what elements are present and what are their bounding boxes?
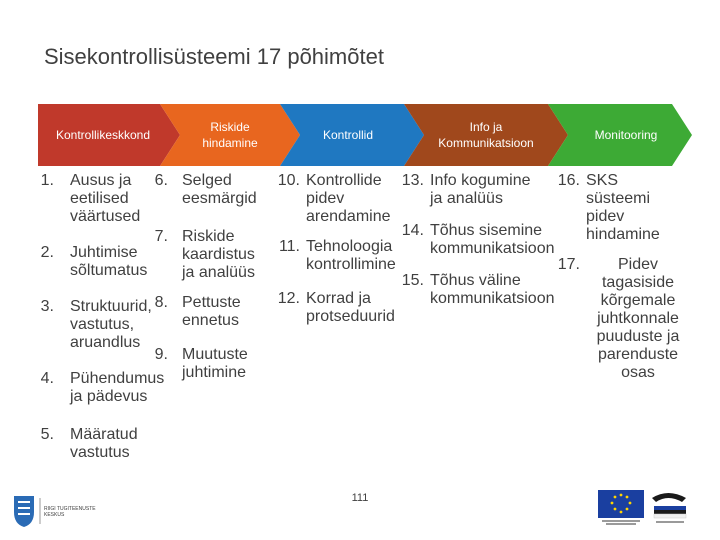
principle-8 bbox=[150, 294, 270, 330]
principle-text: Pettuste ennetus bbox=[182, 294, 241, 329]
principle-10 bbox=[276, 172, 400, 226]
principle-text: Korrad ja protseduurid bbox=[306, 290, 395, 325]
principle-5 bbox=[36, 426, 160, 462]
principle-text: SKS süsteemi pidev hindamine bbox=[586, 172, 660, 243]
principle-17 bbox=[554, 256, 704, 382]
principle-6 bbox=[150, 172, 270, 208]
stage-label-3: Kontrollid bbox=[322, 128, 374, 142]
stage-label-2: Riskide hindamine bbox=[202, 120, 258, 150]
principle-text: Tõhus väline kommunikatsioon bbox=[430, 272, 555, 307]
stage-label-5: Monitooring bbox=[594, 128, 658, 142]
principle-number: 10. bbox=[277, 172, 300, 189]
page-title: Sisekontrollisüsteemi 17 põhimõtet bbox=[44, 44, 384, 69]
principle-14 bbox=[400, 222, 555, 258]
principle-number: 17. bbox=[557, 256, 580, 273]
principle-text: Tõhus sisemine kommunikatsioon bbox=[430, 222, 555, 257]
principle-text: Määratud vastutus bbox=[70, 426, 138, 461]
principle-text: Muutuste juhtimine bbox=[182, 346, 248, 381]
principle-number: 9. bbox=[154, 346, 168, 363]
principle-number: 13. bbox=[401, 172, 424, 189]
principle-number: 16. bbox=[557, 172, 580, 189]
principle-text: Kontrollide pidev arendamine bbox=[306, 172, 391, 225]
principle-number: 8. bbox=[154, 294, 168, 311]
principle-text: Selged eesmärgid bbox=[182, 172, 257, 207]
funding-logos bbox=[596, 488, 696, 533]
principle-3 bbox=[36, 298, 160, 352]
swallow-logo-icon bbox=[652, 493, 686, 523]
principle-text: Pidev tagasiside kõrgemale juhtkonnale puuduste ja parenduste osas bbox=[596, 256, 680, 381]
principle-number: 7. bbox=[154, 228, 168, 245]
agency-logo bbox=[10, 494, 110, 533]
principle-7 bbox=[150, 228, 270, 282]
principle-9 bbox=[150, 346, 270, 382]
principle-number: 11. bbox=[278, 238, 300, 255]
page-number: 111 bbox=[351, 492, 369, 504]
principle-16 bbox=[554, 172, 704, 244]
agency-name: RIIGI TUGITEENUSTE KESKUS bbox=[44, 506, 96, 518]
principle-text: Pühendumus ja pädevus bbox=[70, 370, 165, 405]
principle-2 bbox=[36, 244, 160, 280]
principle-number: 4. bbox=[40, 370, 54, 387]
principle-text: Tehnoloogia kontrollimine bbox=[306, 238, 396, 273]
principle-number: 3. bbox=[40, 298, 54, 315]
principle-text: Struktuurid, vastutus, aruandlus bbox=[70, 298, 152, 351]
principle-number: 1. bbox=[40, 172, 54, 189]
principle-number: 2. bbox=[40, 244, 54, 261]
eu-flag-icon bbox=[598, 490, 644, 525]
principle-number: 5. bbox=[40, 426, 54, 443]
principle-number: 14. bbox=[401, 222, 424, 239]
principle-number: 6. bbox=[154, 172, 168, 189]
stage-label-1: Kontrollikeskkond bbox=[55, 128, 151, 142]
stage-label-4: Info ja Kommunikatsioon bbox=[438, 120, 534, 150]
principle-number: 15. bbox=[401, 272, 424, 289]
principle-15 bbox=[400, 272, 555, 308]
principle-1 bbox=[36, 172, 160, 226]
principle-4 bbox=[36, 370, 165, 406]
principle-11 bbox=[276, 238, 400, 274]
principle-number: 12. bbox=[277, 290, 300, 307]
principle-12 bbox=[276, 290, 400, 326]
principle-text: Info kogumine ja analüüs bbox=[430, 172, 531, 207]
principle-text: Juhtimise sõltumatus bbox=[70, 244, 148, 279]
principle-13 bbox=[400, 172, 550, 208]
principle-text: Ausus ja eetilised väärtused bbox=[70, 172, 141, 225]
principle-text: Riskide kaardistus ja analüüs bbox=[182, 228, 255, 281]
